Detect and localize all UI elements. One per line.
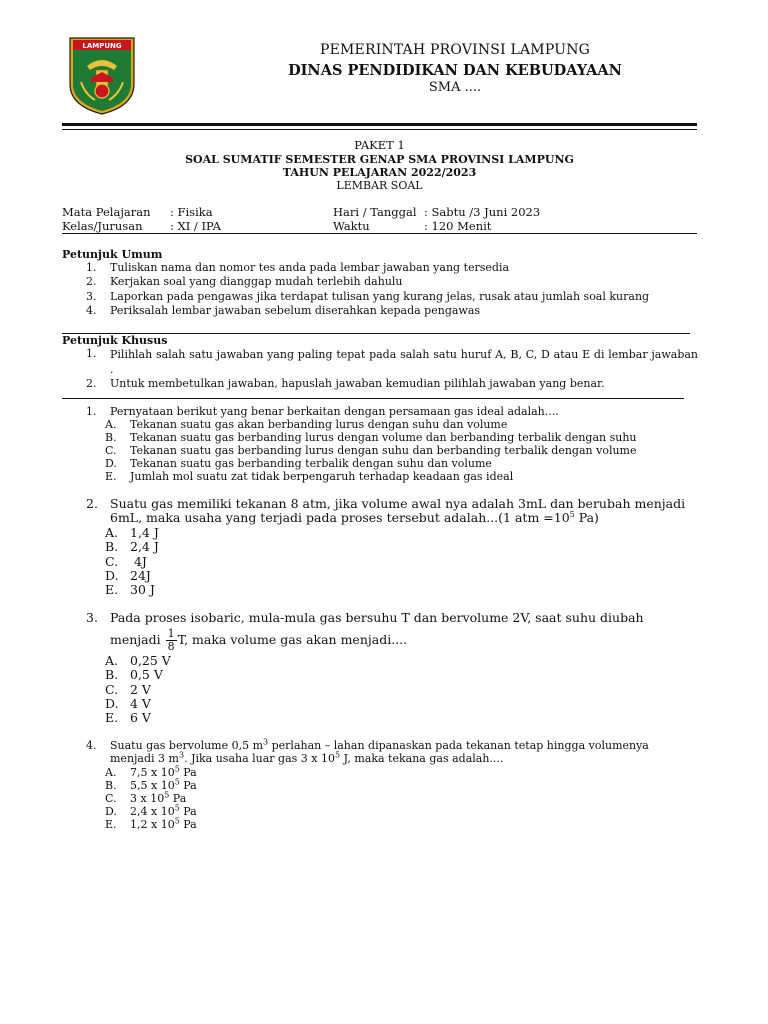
answer-option[interactable] <box>105 432 636 445</box>
time-value: : 120 Menit <box>424 219 492 233</box>
svg-text:LAMPUNG: LAMPUNG <box>82 42 122 50</box>
general-instruction-item <box>86 261 698 274</box>
option-letter: A. <box>105 766 117 779</box>
question-number: 1. <box>86 405 97 418</box>
class-value: : XI / IPA <box>170 219 221 233</box>
option-text: Tekanan suatu gas berbanding lurus dengan suhu dan berbanding terbalik dengan volume <box>130 444 637 457</box>
option-text: 30 J <box>130 582 155 597</box>
option-unit: Pa <box>179 818 197 831</box>
option-text: 2,4 x 10 <box>130 805 175 818</box>
fraction <box>166 628 177 653</box>
option-letter: A. <box>105 418 117 431</box>
sheet-title: LEMBAR SOAL <box>336 179 423 192</box>
subject-value: : Fisika <box>170 205 213 219</box>
package-title: PAKET 1 <box>354 138 405 152</box>
exponent: 5 <box>174 777 180 787</box>
exponent: 5 <box>174 816 180 826</box>
meta-divider <box>62 233 697 234</box>
option-letter: B. <box>105 667 119 682</box>
date-value: : Sabtu /3 Juni 2023 <box>424 205 541 219</box>
special-instruction-item <box>86 347 698 377</box>
exponent: 5 <box>335 750 341 760</box>
header-school: SMA .... <box>428 80 482 95</box>
question-2 <box>86 497 698 526</box>
answer-option[interactable] <box>105 816 197 832</box>
academic-year: TAHUN PELAJARAN 2022/2023 <box>282 166 477 179</box>
question-number: 4. <box>86 739 97 752</box>
answer-option[interactable] <box>105 445 636 458</box>
special-instruction-item <box>86 377 698 390</box>
option-letter: C. <box>105 682 119 697</box>
option-text: 7,5 x 10 <box>130 766 175 779</box>
option-text: Jumlah mol suatu zat tidak berpengaruh terhadap keadaan gas ideal <box>130 470 514 483</box>
class-label: Kelas/Jurusan <box>62 219 143 233</box>
header-divider-thin <box>62 129 697 130</box>
general-instruction-item <box>86 290 698 303</box>
option-letter: D. <box>105 568 119 583</box>
stem-text: . Jika usaha luar gas 3 x 10 <box>184 751 335 765</box>
question-number: 3. <box>86 610 98 625</box>
stem-text: Pa) <box>574 510 599 526</box>
option-text: 6 V <box>130 710 151 725</box>
item-text: Tuliskan nama dan nomor tes anda pada lembar jawaban yang tersedia <box>110 261 510 274</box>
subject-label: Mata Pelajaran <box>62 205 151 219</box>
general-instructions-title: Petunjuk Umum <box>62 248 163 261</box>
option-text: 3 x 10 <box>130 792 165 805</box>
stem-line <box>110 511 698 525</box>
item-text: Periksalah lembar jawaban sebelum diserahkan kepada pengawas <box>110 304 481 317</box>
question-number: 2. <box>86 496 98 511</box>
option-text: 0,5 V <box>130 667 163 682</box>
option-letter: D. <box>105 805 117 818</box>
question-stem <box>110 611 698 653</box>
time-label: Waktu <box>333 219 370 233</box>
exponent: 5 <box>174 764 180 774</box>
option-text: 5,5 x 10 <box>130 779 175 792</box>
question-stem: Pernyataan berikut yang benar berkaitan dengan persamaan gas ideal adalah.... <box>110 405 559 418</box>
option-text: 24J <box>130 568 151 583</box>
question-4 <box>86 737 698 766</box>
option-letter: E. <box>105 710 119 725</box>
stem-text: J, maka tekana gas adalah.... <box>340 751 504 765</box>
option-letter: B. <box>105 431 117 444</box>
option-text: 2,4 J <box>130 539 159 554</box>
item-number: 1. <box>86 347 97 360</box>
exponent: 3 <box>178 750 185 760</box>
stem-text: perlahan – lahan dipanaskan pada tekanan tetap hingga volumenya <box>268 739 649 752</box>
answer-option[interactable] <box>105 583 155 597</box>
section-divider <box>62 398 684 399</box>
exponent: 5 <box>164 790 170 800</box>
option-text: Tekanan suatu gas akan berbanding lurus dengan suhu dan volume <box>130 418 508 431</box>
exponent: 5 <box>174 803 180 813</box>
option-letter: A. <box>105 653 119 668</box>
stem-line <box>110 628 698 653</box>
option-letter: B. <box>105 539 119 554</box>
question-1 <box>86 406 698 419</box>
answer-option[interactable] <box>105 764 197 780</box>
item-number: 3. <box>86 290 97 303</box>
option-text: 2 V <box>130 682 151 697</box>
option-letter: C. <box>105 554 119 569</box>
option-letter: B. <box>105 779 117 792</box>
stem-text: 6mL, maka usaha yang terjadi pada proses tersebut adalah...(1 atm =10 <box>110 510 570 526</box>
option-text: 4J <box>130 554 147 569</box>
stem-text: T, maka volume gas akan menjadi.... <box>177 632 408 648</box>
option-letter: E. <box>105 582 119 597</box>
item-number: 2. <box>86 377 97 390</box>
answer-option[interactable] <box>105 668 163 682</box>
answer-option[interactable] <box>105 471 513 484</box>
option-unit: Pa <box>179 805 197 818</box>
stem-line: Suatu gas memiliki tekanan 8 atm, jika volume awal nya adalah 3mL dan berubah menjadi <box>110 496 686 511</box>
option-letter: D. <box>105 696 119 711</box>
answer-option[interactable] <box>105 540 159 554</box>
answer-option[interactable] <box>105 803 197 819</box>
fraction-denominator: 8 <box>167 640 175 654</box>
answer-option[interactable] <box>105 458 492 471</box>
option-unit: Pa <box>179 766 197 779</box>
option-letter: C. <box>105 444 117 457</box>
header-government: PEMERINTAH PROVINSI LAMPUNG <box>319 42 591 58</box>
stem-line <box>110 750 698 766</box>
question-3 <box>86 611 698 653</box>
option-text: 0,25 V <box>130 653 171 668</box>
answer-option[interactable] <box>105 711 151 725</box>
special-instructions-title: Petunjuk Khusus <box>62 334 168 347</box>
item-text: Untuk membetulkan jawaban, hapuslah jawaban kemudian pilihlah jawaban yang benar. <box>110 377 605 390</box>
item-number: 4. <box>86 304 97 317</box>
option-letter: D. <box>105 457 117 470</box>
item-number: 2. <box>86 275 97 288</box>
option-letter: C. <box>105 792 117 805</box>
option-unit: Pa <box>179 779 197 792</box>
option-text: 1,4 J <box>130 525 159 540</box>
header-department: DINAS PENDIDIKAN DAN KEBUDAYAAN <box>288 62 622 79</box>
general-instruction-item <box>86 304 698 317</box>
answer-option[interactable] <box>105 419 507 432</box>
option-text: 4 V <box>130 696 151 711</box>
date-label: Hari / Tanggal <box>333 205 417 219</box>
general-instruction-item <box>86 275 698 288</box>
option-letter: E. <box>105 470 117 483</box>
stem-text: Suatu gas bervolume 0,5 m <box>110 739 264 752</box>
item-text: Laporkan pada pengawas jika terdapat tulisan yang kurang jelas, rusak atau jumlah soal kurang <box>110 290 650 303</box>
question-stem <box>110 497 698 526</box>
fraction-numerator: 1 <box>167 627 175 641</box>
option-letter: E. <box>105 818 117 831</box>
answer-option[interactable] <box>105 777 197 793</box>
stem-text: menjadi 3 m <box>110 751 179 765</box>
option-unit: Pa <box>169 792 187 805</box>
exponent: 5 <box>569 510 575 520</box>
item-text: Pilihlah salah satu jawaban yang paling tepat pada salah satu huruf A, B, C, D atau E di lembar jawaban . <box>110 348 698 376</box>
option-text: Tekanan suatu gas berbanding terbalik dengan suhu dan volume <box>130 457 492 470</box>
item-number: 1. <box>86 261 97 274</box>
exam-title: SOAL SUMATIF SEMESTER GENAP SMA PROVINSI LAMPUNG <box>185 153 574 166</box>
stem-line: Pada proses isobaric, mula-mula gas bersuhu T dan bervolume 2V, saat suhu diubah <box>110 610 644 625</box>
header-divider-thick <box>62 123 697 126</box>
question-stem <box>110 737 698 766</box>
item-text: Kerjakan soal yang dianggap mudah terlebih dahulu <box>110 275 403 288</box>
option-text: Tekanan suatu gas berbanding lurus dengan volume dan berbanding terbalik dengan suhu <box>130 431 637 444</box>
exponent: 3 <box>263 737 269 747</box>
option-text: 1,2 x 10 <box>130 818 175 831</box>
lampung-emblem-logo <box>67 36 137 116</box>
option-letter: A. <box>105 525 119 540</box>
stem-text: menjadi <box>110 632 165 648</box>
